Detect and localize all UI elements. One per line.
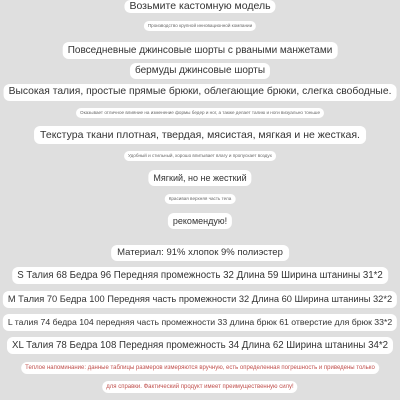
caption-comfort: Удобный и стильный, хорошо впитывает влагу и пропускает воздух bbox=[124, 151, 276, 161]
heading-custom-model: Возьмите кастомную модель bbox=[124, 0, 275, 13]
caption-manufacturer: Производство крупной инновационной компании bbox=[144, 21, 256, 31]
caption-shape-effect: Оказывает отличное влияние на изменение формы бедер и ног, а также делает талию и ноги визуально тоньше bbox=[76, 108, 324, 118]
material-info: Материал: 91% хлопок 9% полиэстер bbox=[111, 245, 289, 261]
warning-note-line-2: для справки. Фактический продукт имеет преимущественную силу! bbox=[102, 381, 297, 393]
warning-note-line-1: Теплое напоминание: данные таблицы размеров измеряются вручную, есть определенная погрешность и приведены только bbox=[21, 362, 379, 374]
product-subtitle: бермуды джинсовые шорты bbox=[130, 63, 270, 79]
caption-upper-body: Красивая верхняя часть тела bbox=[165, 194, 236, 204]
recommendation: рекомендую! bbox=[168, 213, 232, 229]
feature-fit: Высокая талия, простые прямые брюки, облегающие брюки, слегка свободные. bbox=[4, 84, 397, 101]
size-row-s: S Талия 68 Бедра 96 Передняя промежность 32 Длина 59 Ширина штанины 31*2 bbox=[12, 267, 388, 284]
size-row-xl: XL Талия 78 Бедра 108 Передняя промежность 34 Длина 62 Ширина штанины 34*2 bbox=[7, 337, 393, 354]
size-row-m: M Талия 70 Бедра 100 Передняя часть промежности 32 Длина 60 Ширина штанины 32*2 bbox=[3, 291, 397, 308]
feature-softness: Мягкий, но не жесткий bbox=[148, 170, 251, 186]
feature-fabric: Текстура ткани плотная, твердая, мясистая, мягкая и не жесткая. bbox=[34, 126, 366, 144]
product-title: Повседневные джинсовые шорты с рваными манжетами bbox=[63, 42, 338, 59]
size-row-l: L талия 74 бедра 104 передняя часть промежности 33 длина брюк 61 отверстие для брюк 33*2 bbox=[3, 314, 397, 331]
